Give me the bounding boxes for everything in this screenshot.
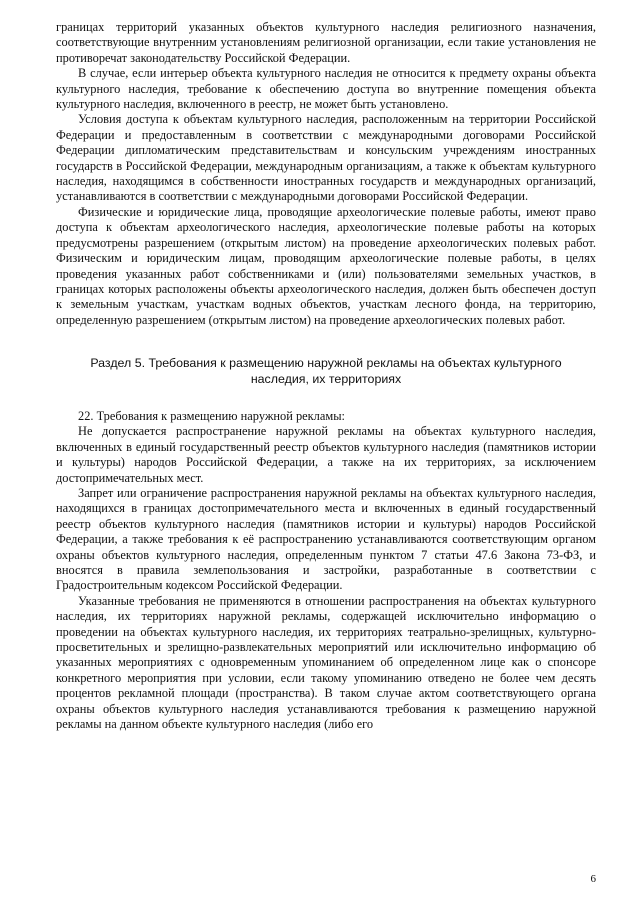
paragraph-advertising-restrictions: Запрет или ограничение распространения наружной рекламы на объектах культурного наследия, находящихся в границах достопримечательного места и включенных в единый государственный реестр объектов культурного наследия (памятников истории и культуры) народов Российской Федерации, а также требования к её распространению устанавливаются соответствующим органом охраны объектов культурного наследия, определенным пунктом 7 статьи 47.6 Закона 73-ФЗ, и вносятся в правила землепользования и застройки, разработанные в соответствии с Градостроительным кодексом Российской Федерации.	[56, 485, 596, 593]
paragraph-religious-sites: границах территорий указанных объектов культурного наследия религиозного назначения, соответствующие внутренним установлениям религиозной организации, если такие установления не противоречат законодательству Российской Федерации.	[56, 20, 596, 65]
paragraph-interior-access: В случае, если интерьер объекта культурного наследия не относится к предмету охраны объекта культурного наследия, требование к обеспечению доступа во внутренние помещения объекта культурного наследия, включенного в реестр, не может быть установлено.	[56, 66, 596, 112]
paragraph-international-access: Условия доступа к объектам культурного наследия, расположенным на территории Российской Федерации и предоставленным в соответствии с международными договорами Российской Федерации дипломатическим представительствам и консульским учреждениям иностранных государств в Российской Федерации, международным организациям, а также к объектам культурного наследия, находящимся в собственности иностранных государств и международных организаций, устанавливаются в соответствии с международными договорами Российской Федерации.	[56, 112, 596, 204]
paragraph-advertising-prohibition: Не допускается распространение наружной рекламы на объектах культурного наследия, включенных в единый государственный реестр объектов культурного наследия (памятников истории и культуры) народов Российской Федерации, а также на их территориях, за исключением достопримечательных мест.	[56, 424, 596, 485]
page-number: 6	[590, 873, 596, 885]
paragraph-archaeological-access: Физические и юридические лица, проводящие археологические полевые работы, имеют право доступа к объектам археологического наследия, археологические полевые работы на которых предусмотрены разрешением (открытым листом) на проведение археологических полевых работ. Физическим и юридическим лицам, проводящим археологические полевые работы, в целях проведения указанных работ собственниками и (или) пользователями земельных участков, в границах которых расположены объекты археологического наследия, должен быть обеспечен доступ к земельным участкам, участкам водных объектов, участкам лесного фонда, на территорию, определенную разрешением (открытым листом) на проведение археологических полевых работ.	[56, 204, 596, 327]
section-title: Раздел 5. Требования к размещению наружной рекламы на объектах культурного наследия, их территориях	[90, 356, 562, 386]
paragraph-advertising-heading: 22. Требования к размещению наружной рекламы:	[78, 408, 345, 423]
paragraph-advertising-exceptions: Указанные требования не применяются в отношении распространения на объектах культурного наследия, их территориях наружной рекламы, содержащей исключительно информацию о проведении на объектах культурного наследия, их территориях театрально-зрелищных, культурно-просветительных и зрелищно-развлекательных мероприятий или исключительно информацию об указанных мероприятиях с одновременным упоминанием об определенном лице как о спонсоре конкретного мероприятия при условии, если такому упоминанию отведено не более чем десять процентов рекламной площади (пространства). В таком случае актом соответствующего органа охраны объектов культурного наследия устанавливаются требования к размещению наружной рекламы на данном объекте культурного наследия (либо его	[56, 593, 596, 732]
